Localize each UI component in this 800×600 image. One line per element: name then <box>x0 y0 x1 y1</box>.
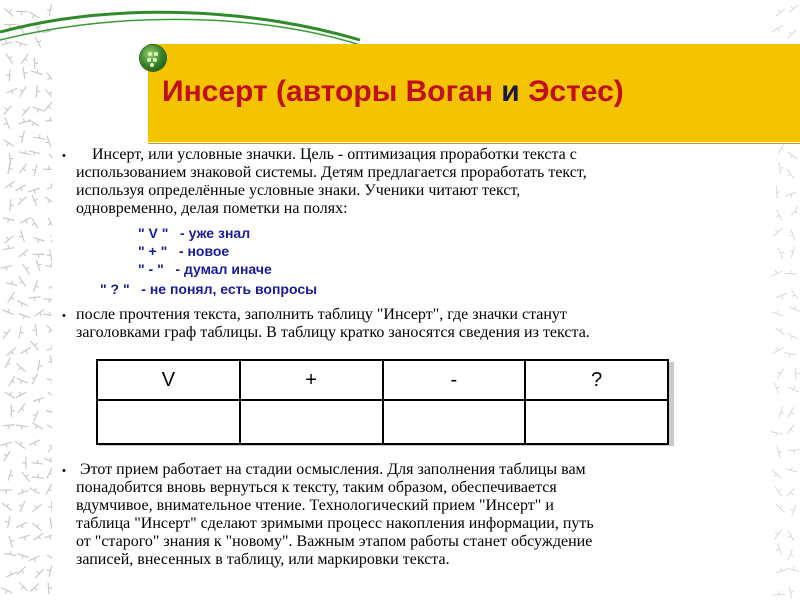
conclusion-line-1: Этот прием работает на стадии осмысления. Для заполнения таблицы вам <box>76 461 586 478</box>
table-header-cell: + <box>240 360 383 400</box>
title-underline <box>148 143 800 144</box>
title-part-4: Эстес) <box>519 75 624 108</box>
conclusion-line-4: таблица "Инсерт" сделают зримыми процесс накопления информации, путь <box>76 515 594 532</box>
page-title <box>162 75 624 109</box>
insert-table <box>96 359 669 445</box>
intro-line-4: одновременно, делая пометки на полях: <box>76 200 348 217</box>
title-part-3: и <box>501 75 520 108</box>
title-part-1: Инсерт <box>162 75 268 108</box>
table-row <box>97 400 668 444</box>
after-reading-paragraph <box>76 306 756 342</box>
intro-paragraph <box>76 146 756 218</box>
table-cell <box>97 400 240 444</box>
table-cell <box>525 400 668 444</box>
legend-item-v: " V " - уже знал <box>138 225 251 241</box>
legend-item-plus: " + " - новое <box>138 243 230 259</box>
legend-item-minus: " - " - думал иначе <box>138 261 272 277</box>
after-reading-line-1: после прочтения текста, заполнить таблицу "Инсерт", где значки станут <box>76 306 567 323</box>
conclusion-line-6: записей, внесенных в таблицу, или маркировки текста. <box>76 551 450 568</box>
after-reading-line-2: заголовками граф таблицы. В таблицу кратко заносятся сведения из текста. <box>76 324 590 341</box>
conclusion-line-3: вдумчивое, внимательное чтение. Технологический прием "Инсерт" и <box>76 497 554 514</box>
table-header-cell: ? <box>525 360 668 400</box>
legend-item-question: " ? " - не понял, есть вопросы <box>100 281 318 297</box>
intro-line-3: используя определённые условные знаки. Ученики читают текст, <box>76 182 521 199</box>
table-header-row <box>97 360 668 400</box>
intro-line-1: Инсерт, или условные значки. Цель - оптимизация проработки текста с <box>76 146 577 163</box>
bullet-marker: • <box>62 465 66 477</box>
table-header-cell: V <box>97 360 240 400</box>
conclusion-paragraph <box>76 461 756 569</box>
table-header-cell: - <box>383 360 526 400</box>
decorative-side-pattern <box>0 0 52 600</box>
conclusion-line-2: понадобится вновь вернуться к тексту, таким образом, обеспечивается <box>76 479 557 496</box>
bullet-marker: • <box>62 310 66 322</box>
intro-line-2: использованием знаковой системы. Детям предлагается проработать текст, <box>76 164 587 181</box>
table-cell <box>240 400 383 444</box>
table-cell <box>383 400 526 444</box>
conclusion-line-5: от "старого" знания к "новому". Важным этапом работы станет обсуждение <box>76 533 593 550</box>
bullet-marker: • <box>62 150 66 162</box>
title-part-2: (авторы Воган <box>267 75 502 108</box>
green-bead-icon <box>140 45 166 71</box>
